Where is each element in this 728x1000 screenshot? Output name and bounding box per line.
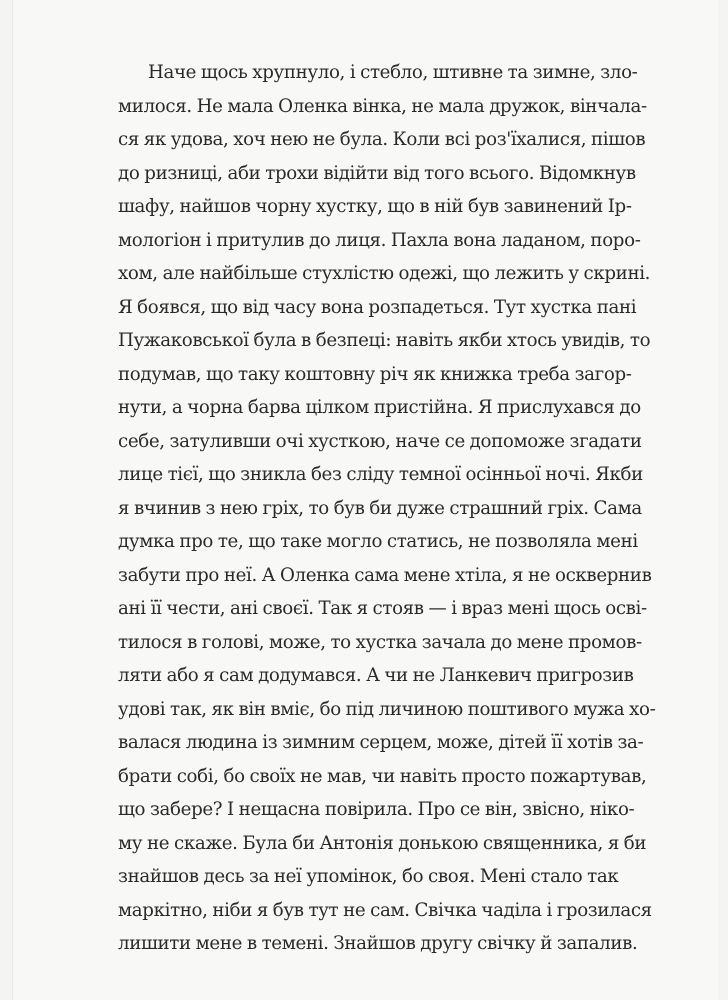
text-line: Наче щось хрупнуло, і стебло, штивне та зимне, зло- (148, 62, 638, 83)
text-line: валася людина із зимним серцем, може, дітей її хотів за- (118, 732, 644, 753)
text-line: тилося в голові, може, то хустка зачала до мене промов- (118, 631, 642, 653)
text-line: маркітно, ніби я був тут не сам. Свічка чаділа і грозилася (118, 899, 652, 921)
text-line: думка про те, що таке могло статись, не позволяла мені (118, 531, 638, 552)
text-line: до ризниці, аби трохи відійти від того всього. Відомкнув (118, 162, 636, 184)
text-line: шафу, найшов чорну хустку, що в ній був завинений Ір- (118, 196, 632, 217)
text-line: що забере? І нещасна повірила. Про се він, звісно, ніко- (118, 799, 635, 820)
text-line: мологіон і притулив до лиця. Пахла вона ладаном, поро- (118, 229, 641, 251)
text-line: лице тієї, що зникла без сліду темної осінньої ночі. Якби (118, 464, 643, 485)
text-line: ані її чести, ані своєї. Так я стояв — і враз мені щось осві- (118, 598, 647, 619)
text-line: хом, але найбільше стухлістю одежі, що лежить у скрині. (118, 263, 651, 284)
paragraph (118, 56, 656, 961)
text-line: ляти або я сам додумався. А чи не Ланкевич пригрозив (118, 665, 634, 686)
text-line: удові так, як він вміє, бо під личиною поштивого мужа хо- (118, 698, 656, 720)
text-line: я вчинив з нею гріх, то був би дуже страшний гріх. Сама (118, 497, 642, 519)
text-line: брати собі, бо своїх не мав, чи навіть просто пожартував, (118, 765, 647, 787)
book-page (12, 0, 718, 1000)
text-line: знайшов десь за неї упомінок, бо своя. Мені стало так (118, 866, 619, 887)
text-line: себе, затуливши очі хусткою, наче се допоможе згадати (118, 430, 642, 452)
text-line: ся як удова, хоч нею не була. Коли всі роз'їхалися, пішов (118, 129, 646, 150)
text-line: нути, а чорна барва цілком пристійна. Я прислухався до (118, 397, 641, 418)
text-line: лишити мене в темені. Знайшов другу свічку й запалив. (118, 933, 638, 954)
text-line: милося. Не мала Оленка вінка, не мала дружок, вінчала- (118, 95, 647, 117)
text-line: му не скаже. Була би Антонія донькою священника, я би (118, 832, 647, 854)
text-line: забути про неї. А Оленка сама мене хтіла, я не осквернив (118, 564, 652, 586)
text-line: Пужаковської була в безпеці: навіть якби хтось увидів, то (118, 330, 651, 351)
text-line: Я боявся, що від часу вона розпадеться. Тут хустка пані (118, 296, 637, 318)
text-line: подумав, що таку коштовну річ як книжка треба загор- (118, 363, 632, 385)
